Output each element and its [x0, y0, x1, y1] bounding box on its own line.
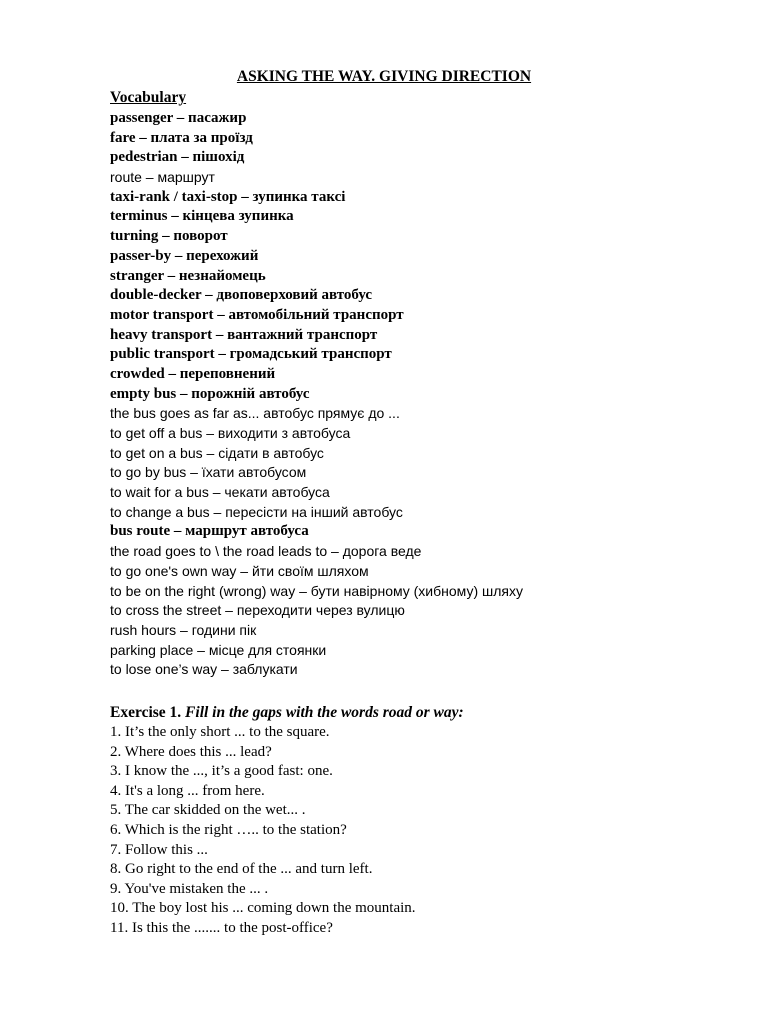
- page-title: ASKING THE WAY. GIVING DIRECTION: [236, 68, 532, 85]
- exercise-item: 2. Where does this ... lead?: [110, 743, 272, 760]
- vocabulary-item: parking place – місце для стоянки: [110, 641, 327, 658]
- vocabulary-item: motor transport – автомобільний транспорт: [110, 306, 404, 323]
- exercise-section: [110, 703, 464, 939]
- exercise-instruction: Fill in the gaps with the words road or way:: [185, 704, 464, 721]
- vocabulary-item: bus route – маршрут автобуса: [110, 523, 309, 540]
- exercise-item: 7. Follow this ...: [110, 841, 208, 858]
- vocabulary-item: to be on the right (wrong) way – бути навірному (хибному) шляху: [110, 582, 523, 599]
- vocabulary-item: to get off a bus – виходити з автобуса: [110, 425, 351, 441]
- vocabulary-item: empty bus – порожній автобус: [110, 385, 310, 402]
- vocabulary-item: crowded – переповнений: [110, 365, 276, 382]
- exercise-item: 11. Is this the ....... to the post-office?: [110, 919, 333, 936]
- vocabulary-list: [110, 109, 523, 680]
- vocabulary-item: to change a bus – пересісти на інший автобус: [110, 503, 403, 520]
- vocabulary-item: to go one's own way – йти своїм шляхом: [110, 562, 369, 579]
- exercise-heading: [110, 703, 464, 723]
- vocabulary-heading: Vocabulary: [110, 89, 187, 106]
- vocabulary-item: taxi-rank / taxi-stop – зупинка таксі: [110, 188, 346, 205]
- vocabulary-item: the road goes to \ the road leads to – дорога веде: [110, 543, 422, 560]
- exercise-item: 5. The car skidded on the wet... .: [110, 802, 306, 819]
- vocabulary-item: heavy transport – вантажний транспорт: [110, 326, 378, 343]
- exercise-item: 6. Which is the right ….. to the station?: [110, 821, 347, 838]
- vocabulary-item: rush hours – години пік: [110, 621, 257, 638]
- vocabulary-item: to wait for a bus – чекати автобуса: [110, 484, 330, 501]
- vocabulary-item: passer-by – перехожий: [110, 247, 259, 264]
- vocabulary-item: to get on a bus – сідати в автобус: [110, 444, 324, 461]
- exercise-item: 4. It's a long ... from here.: [110, 782, 265, 799]
- exercise-list: [110, 723, 464, 939]
- vocabulary-item: double-decker – двоповерховий автобус: [110, 287, 373, 304]
- exercise-item: 1. It’s the only short ... to the square.: [110, 724, 330, 740]
- vocabulary-item: to lose one’s way – заблукати: [110, 661, 298, 678]
- vocabulary-item: pedestrian – пішохід: [110, 149, 245, 166]
- exercise-item: 8. Go right to the end of the ... and turn left.: [110, 861, 373, 878]
- vocabulary-item: the bus goes as far as... автобус прямує до ...: [110, 405, 400, 422]
- exercise-number: Exercise 1.: [110, 704, 182, 721]
- vocabulary-item: to cross the street – переходити через вулицю: [110, 602, 405, 619]
- vocabulary-item: stranger – незнайомець: [110, 267, 266, 284]
- exercise-item: 9. You've mistaken the ... .: [110, 880, 269, 897]
- exercise-item: 3. I know the ..., it’s a good fast: one.: [110, 763, 333, 780]
- vocabulary-item: turning – поворот: [110, 228, 228, 245]
- vocabulary-item: fare – плата за проїзд: [110, 129, 253, 146]
- vocabulary-item: passenger – пасажир: [110, 110, 247, 126]
- vocabulary-item: terminus – кінцева зупинка: [110, 208, 294, 225]
- exercise-item: 10. The boy lost his ... coming down the mountain.: [110, 900, 416, 917]
- vocabulary-item: route – маршрут: [110, 169, 215, 186]
- vocabulary-item: public transport – громадський транспорт: [110, 346, 392, 363]
- vocabulary-item: to go by bus – їхати автобусом: [110, 464, 307, 481]
